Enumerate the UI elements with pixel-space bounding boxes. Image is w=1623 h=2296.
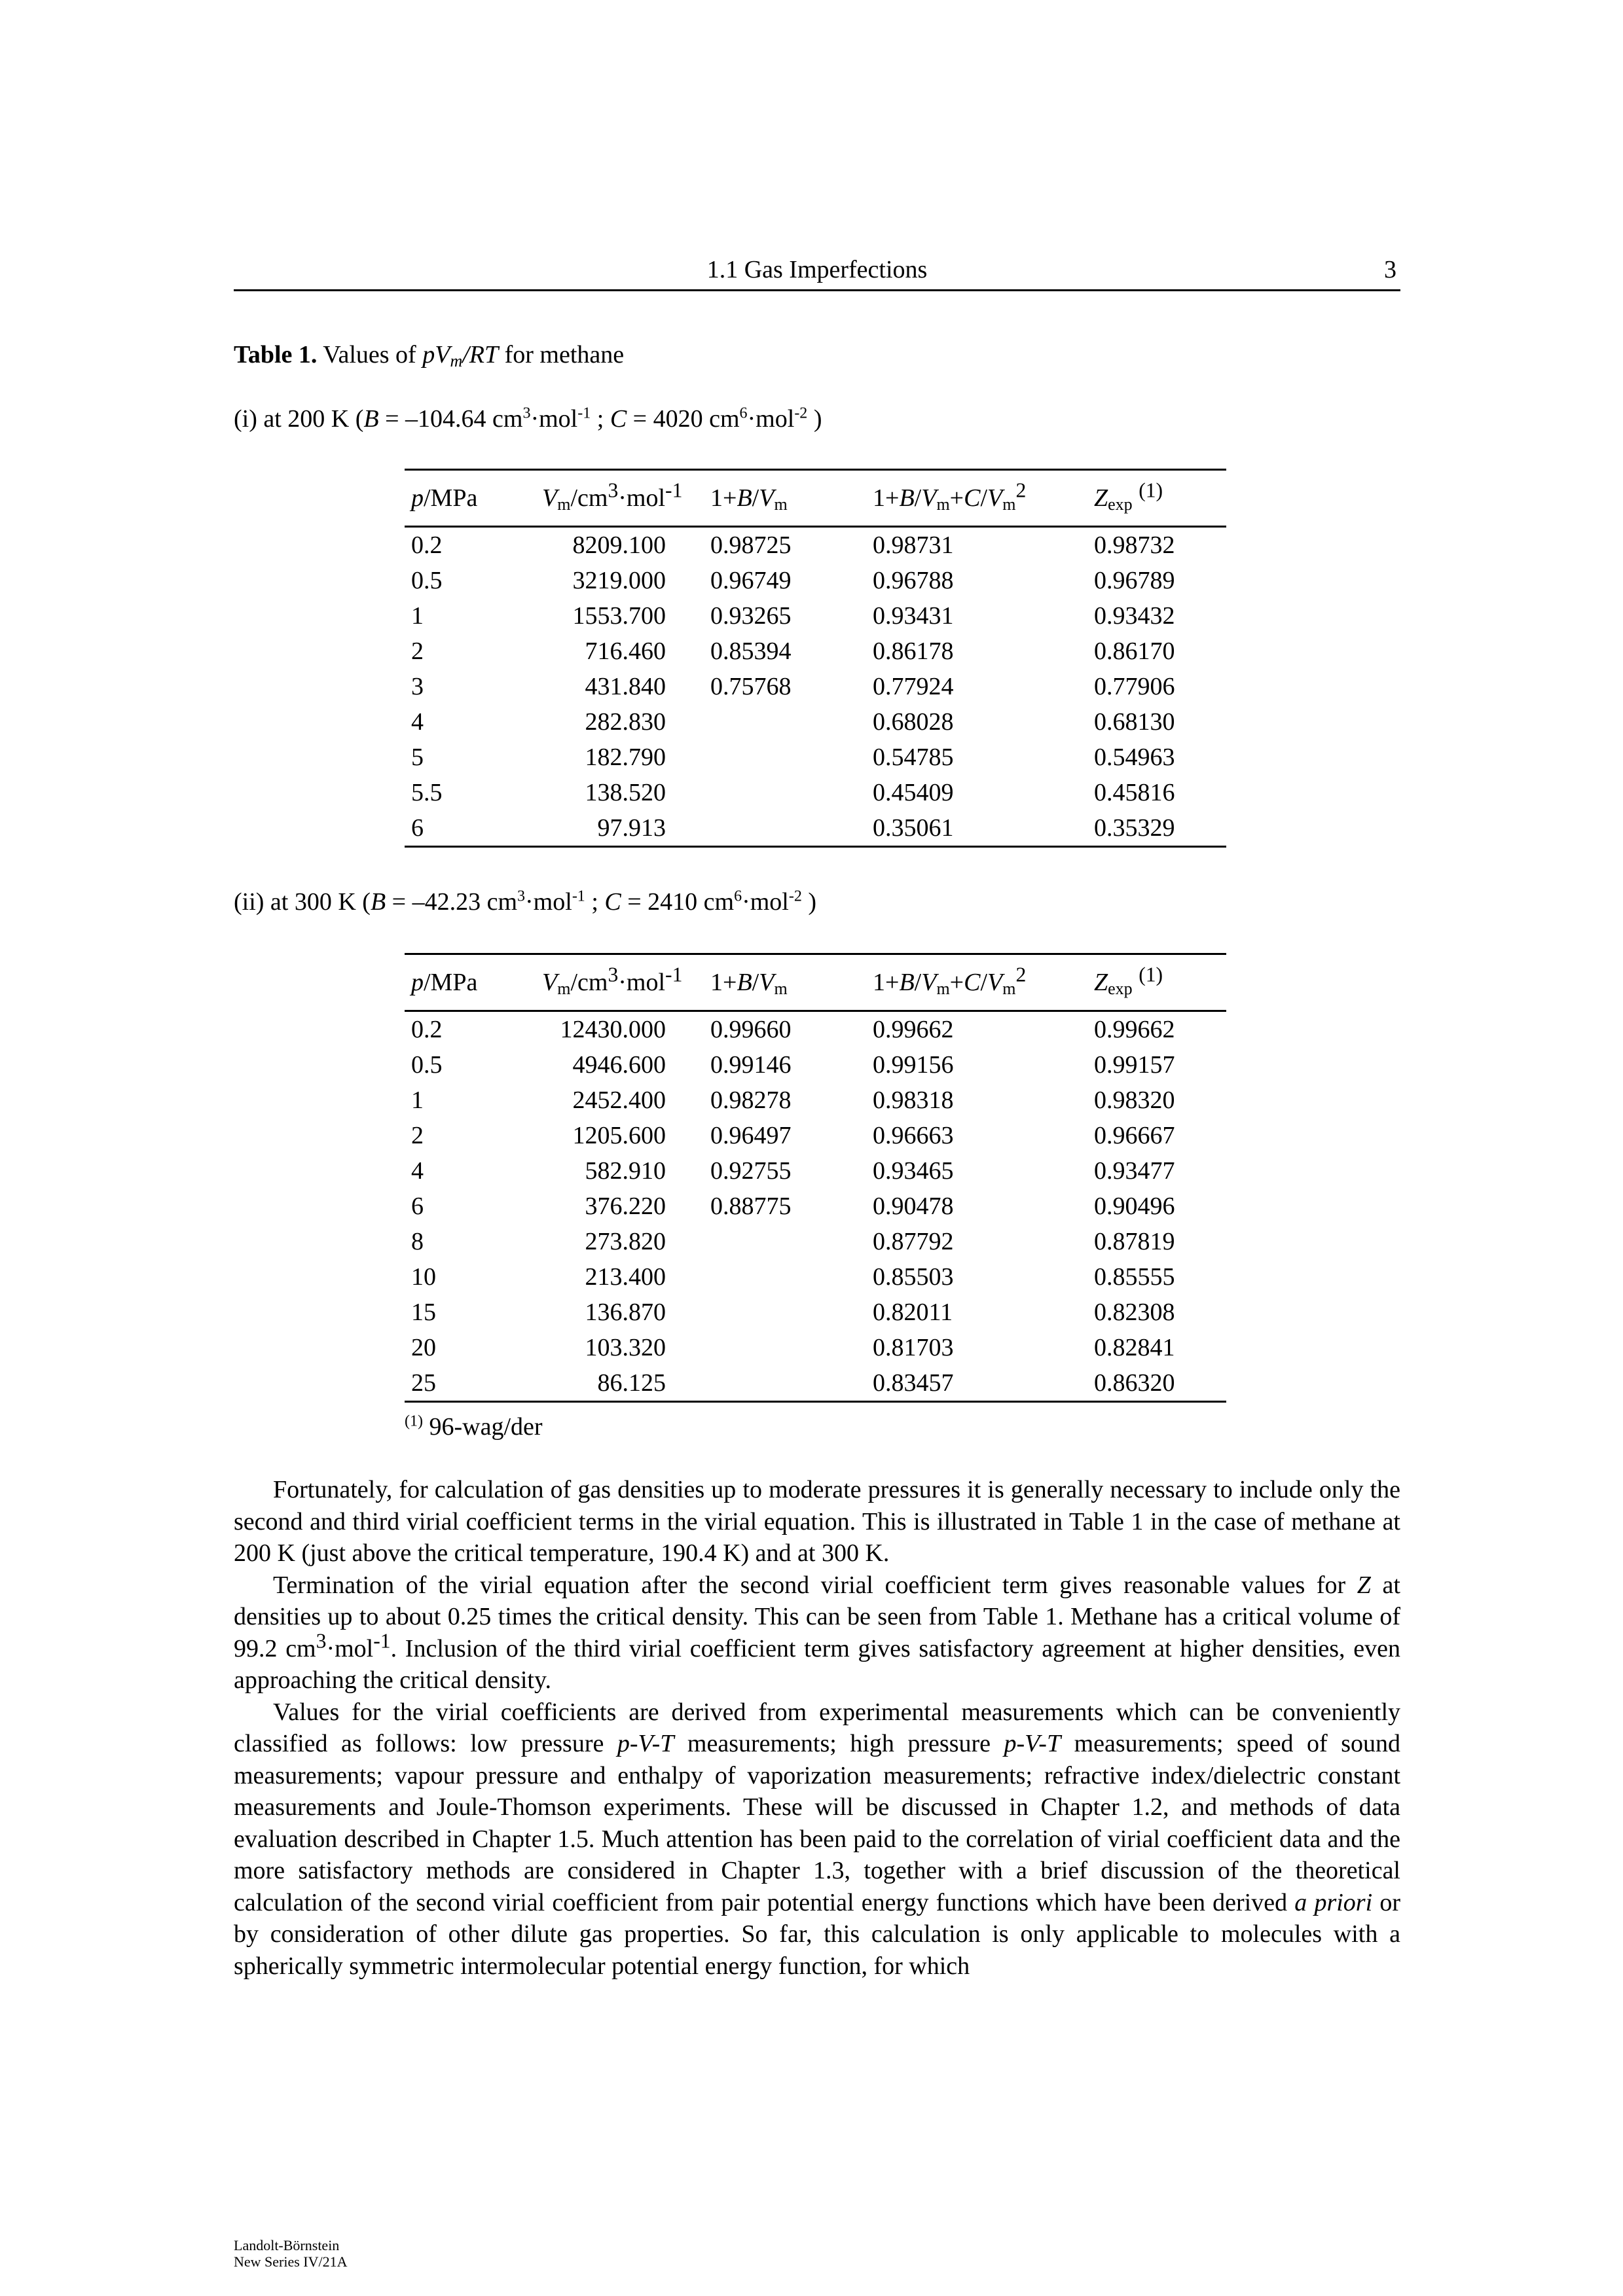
table-cell: 86.125 bbox=[597, 1369, 666, 1397]
table-cell: 0.45816 bbox=[1094, 779, 1175, 806]
table-cell: 0.54963 bbox=[1094, 744, 1175, 771]
table-cell bbox=[704, 704, 866, 740]
table-cell: 0.96667 bbox=[1094, 1122, 1175, 1149]
table-cell: 0.85503 bbox=[873, 1263, 954, 1291]
table-cell: 8209.100 bbox=[572, 531, 666, 559]
running-header bbox=[234, 255, 1400, 291]
table-cell: 0.96497 bbox=[710, 1122, 792, 1149]
table-cell: 376.220 bbox=[585, 1193, 666, 1220]
col-header-pressure: p/MPa bbox=[411, 484, 478, 512]
table-row bbox=[405, 634, 1226, 669]
table-cell: 6 bbox=[411, 1193, 424, 1220]
imprint-line-2: New Series IV/21A bbox=[234, 2253, 348, 2270]
table-cell: 0.35061 bbox=[873, 814, 954, 842]
table-label: Table 1. bbox=[234, 341, 318, 368]
table-cell bbox=[704, 740, 866, 775]
table-row bbox=[405, 1047, 1226, 1083]
table-row bbox=[405, 704, 1226, 740]
table-cell: 0.99157 bbox=[1094, 1051, 1175, 1079]
table-cell: 0.98318 bbox=[873, 1086, 954, 1114]
table-cell: 6 bbox=[411, 814, 424, 842]
paragraph-2: Termination of the virial equation after the second virial coefficient term gives reasonable values for Z at densities up to about 0.25 times the critical density. This can be seen from Table 1. Methane has a critical volume of 99.2 $cm^3\cdot mol^{-1}$. Inclusion of the third virial coefficient term gives satisfactory agreement at higher densities, even approaching the critical density. bbox=[234, 1571, 1400, 1694]
table-cell: 0.5 bbox=[411, 567, 443, 594]
table-row bbox=[405, 1083, 1226, 1118]
paragraph-3: Values for the virial coefficients are derived from experimental measurements which can be conveniently classified as follows: low pressure p-V-T measurements; high pressure p-V-T measurements; speed of sound measurements; vapour pressure and enthalpy of vaporization measurements; refractive index/dielectric constant measurements and Joule-Thomson experiments. These will be discussed in Chapter 1.2, and methods of data evaluation described in Chapter 1.5. Much attention has been paid to the correlation of virial coefficient data and the more satisfactory methods are considered in Chapter 1.3, together with a brief discussion of the theoretical calculation of the second virial coefficient from pair potential energy functions which have been derived a priori or by consideration of other dilute gas properties. So far, this calculation is only applicable to molecules with a spherically symmetric intermolecular potential energy function, for which bbox=[234, 1698, 1400, 1980]
table-cell: 182.790 bbox=[585, 744, 666, 771]
table-cell: 0.88775 bbox=[710, 1193, 792, 1220]
table-cell: 0.93431 bbox=[873, 602, 954, 630]
table-cell: 0.45409 bbox=[873, 779, 954, 806]
table-cell: 0.77924 bbox=[873, 673, 954, 700]
table-cell: 25 bbox=[411, 1369, 436, 1397]
table-cell: 0.96663 bbox=[873, 1122, 954, 1149]
table-row bbox=[405, 527, 1226, 564]
table-cell bbox=[704, 1295, 866, 1330]
table-cell: 0.90496 bbox=[1094, 1193, 1175, 1220]
table-300k bbox=[405, 953, 1226, 1403]
table-cell: 0.2 bbox=[411, 531, 443, 559]
table-cell bbox=[704, 775, 866, 810]
table-cell: 8 bbox=[411, 1228, 424, 1255]
table-cell: 0.77906 bbox=[1094, 673, 1175, 700]
table-row bbox=[405, 740, 1226, 775]
col-header-zexp: $Z_{exp}$ $^{(1)}$ bbox=[1094, 963, 1163, 998]
imprint-line-1: Landolt-Börnstein bbox=[234, 2237, 340, 2253]
table-cell: 2452.400 bbox=[572, 1086, 666, 1114]
table-cell: 0.99660 bbox=[710, 1016, 792, 1043]
table-row bbox=[405, 1189, 1226, 1224]
table-cell: 138.520 bbox=[585, 779, 666, 806]
table-cell: 0.98278 bbox=[710, 1086, 792, 1114]
table-cell bbox=[704, 1365, 866, 1402]
col-header-third-virial: $1+B/V_m+C/V_m^2$ bbox=[873, 963, 1027, 998]
table-cell bbox=[704, 1224, 866, 1259]
table-cell: 1 bbox=[411, 1086, 424, 1114]
table-cell: 0.35329 bbox=[1094, 814, 1175, 842]
table-row bbox=[405, 598, 1226, 634]
table-cell: 0.82841 bbox=[1094, 1334, 1175, 1361]
table-row bbox=[405, 1118, 1226, 1153]
table-cell: 0.98725 bbox=[710, 531, 792, 559]
table-cell: 213.400 bbox=[585, 1263, 666, 1291]
table-cell bbox=[704, 810, 866, 847]
table-cell: 282.830 bbox=[585, 708, 666, 736]
table-cell: 0.96749 bbox=[710, 567, 792, 594]
table-cell: 0.82308 bbox=[1094, 1299, 1175, 1326]
table-cell: 97.913 bbox=[597, 814, 666, 842]
table-footnote: $^{(1)}$ 96-wag/der bbox=[405, 1412, 543, 1441]
table-cell: 0.96788 bbox=[873, 567, 954, 594]
table-cell: 1553.700 bbox=[572, 602, 666, 630]
table-cell: 3219.000 bbox=[572, 567, 666, 594]
publisher-imprint bbox=[234, 2237, 348, 2270]
table-cell: 2 bbox=[411, 1122, 424, 1149]
table-cell: 0.93477 bbox=[1094, 1157, 1175, 1185]
table-cell: 273.820 bbox=[585, 1228, 666, 1255]
table-cell: 4946.600 bbox=[572, 1051, 666, 1079]
table-cell: 716.460 bbox=[585, 637, 666, 665]
table-row bbox=[405, 1224, 1226, 1259]
table-cell: 0.86178 bbox=[873, 637, 954, 665]
table-cell: 0.98732 bbox=[1094, 531, 1175, 559]
table-row bbox=[405, 563, 1226, 598]
table-cell: 0.93432 bbox=[1094, 602, 1175, 630]
table-cell: 0.93465 bbox=[873, 1157, 954, 1185]
table-cell bbox=[704, 1259, 866, 1295]
table-cell: 4 bbox=[411, 1157, 424, 1185]
subcaption-200k: (i) at 200 K (B = –104.64 $cm^3\cdot mol^{-1}$ ; C = 4020 $cm^6\cdot mol^{-2}$ ) bbox=[234, 404, 822, 433]
table-cell: 0.82011 bbox=[873, 1299, 953, 1326]
table-cell: 0.68130 bbox=[1094, 708, 1175, 736]
table-header-row bbox=[405, 470, 1226, 527]
table-cell: 0.81703 bbox=[873, 1334, 954, 1361]
table-cell: 0.99146 bbox=[710, 1051, 792, 1079]
col-header-second-virial: $1+B/V_m$ bbox=[710, 484, 788, 514]
col-header-second-virial: $1+B/V_m$ bbox=[710, 969, 788, 998]
table-header-row bbox=[405, 954, 1226, 1011]
table-cell: 0.86170 bbox=[1094, 637, 1175, 665]
table-row bbox=[405, 775, 1226, 810]
table-cell: 1205.600 bbox=[572, 1122, 666, 1149]
table-row bbox=[405, 810, 1226, 847]
table-cell: 0.85555 bbox=[1094, 1263, 1175, 1291]
table-cell: 1 bbox=[411, 602, 424, 630]
table-row bbox=[405, 1295, 1226, 1330]
running-title: 1.1 Gas Imperfections bbox=[706, 256, 928, 283]
table-cell: 582.910 bbox=[585, 1157, 666, 1185]
col-header-zexp: $Z_{exp}$ $^{(1)}$ bbox=[1094, 478, 1163, 514]
table-cell: 0.87819 bbox=[1094, 1228, 1175, 1255]
table-cell: 431.840 bbox=[585, 673, 666, 700]
table-cell: 15 bbox=[411, 1299, 436, 1326]
col-header-molar-volume: $V_m/cm^3\cdot mol^{-1}$ bbox=[542, 478, 683, 514]
table-cell: 2 bbox=[411, 637, 424, 665]
table-cell: 0.98731 bbox=[873, 531, 954, 559]
table-cell: 0.87792 bbox=[873, 1228, 954, 1255]
table-row bbox=[405, 1330, 1226, 1365]
body-text bbox=[234, 1474, 1400, 1982]
table-cell: 0.98320 bbox=[1094, 1086, 1175, 1114]
table-row bbox=[405, 669, 1226, 704]
table-cell: 103.320 bbox=[585, 1334, 666, 1361]
table-cell: 0.99662 bbox=[873, 1016, 954, 1043]
table-caption: Table 1. Values of $pV_m/RT$ for methane bbox=[234, 341, 625, 370]
table-cell: 3 bbox=[411, 673, 424, 700]
table-cell: 0.99662 bbox=[1094, 1016, 1175, 1043]
table-row bbox=[405, 1011, 1226, 1048]
col-header-molar-volume: $V_m/cm^3\cdot mol^{-1}$ bbox=[542, 963, 683, 998]
table-cell: 0.85394 bbox=[710, 637, 792, 665]
table-cell: 0.93265 bbox=[710, 602, 792, 630]
table-cell: 136.870 bbox=[585, 1299, 666, 1326]
table-cell: 5.5 bbox=[411, 779, 443, 806]
table-cell: 0.54785 bbox=[873, 744, 954, 771]
table-cell: 0.90478 bbox=[873, 1193, 954, 1220]
table-row bbox=[405, 1153, 1226, 1189]
table-cell: 0.68028 bbox=[873, 708, 954, 736]
table-row bbox=[405, 1365, 1226, 1402]
table-cell: 0.96789 bbox=[1094, 567, 1175, 594]
subcaption-300k: (ii) at 300 K (B = –42.23 $cm^3\cdot mol^{-1}$ ; C = 2410 $cm^6\cdot mol^{-2}$ ) bbox=[234, 888, 817, 916]
table-cell: 12430.000 bbox=[560, 1016, 666, 1043]
table-cell: 0.83457 bbox=[873, 1369, 954, 1397]
table-cell: 0.92755 bbox=[710, 1157, 792, 1185]
page-number: 3 bbox=[1384, 256, 1396, 283]
table-cell: 4 bbox=[411, 708, 424, 736]
col-header-pressure: p/MPa bbox=[411, 969, 478, 996]
table-cell bbox=[704, 1330, 866, 1365]
table-cell: 0.86320 bbox=[1094, 1369, 1175, 1397]
table-cell: 0.2 bbox=[411, 1016, 443, 1043]
table-cell: 20 bbox=[411, 1334, 436, 1361]
table-cell: 5 bbox=[411, 744, 424, 771]
col-header-third-virial: $1+B/V_m+C/V_m^2$ bbox=[873, 478, 1027, 514]
table-cell: 0.99156 bbox=[873, 1051, 954, 1079]
table-cell: 0.5 bbox=[411, 1051, 443, 1079]
table-200k bbox=[405, 469, 1226, 848]
table-row bbox=[405, 1259, 1226, 1295]
paragraph-1: Fortunately, for calculation of gas densities up to moderate pressures it is generally necessary to include only the second and third virial coefficient terms in the virial equation. This is illustrated in Table 1 in the case of methane at 200 K (just above the critical temperature, 190.4 K) and at 300 K. bbox=[234, 1476, 1400, 1567]
table-cell: 10 bbox=[411, 1263, 436, 1291]
table-cell: 0.75768 bbox=[710, 673, 792, 700]
